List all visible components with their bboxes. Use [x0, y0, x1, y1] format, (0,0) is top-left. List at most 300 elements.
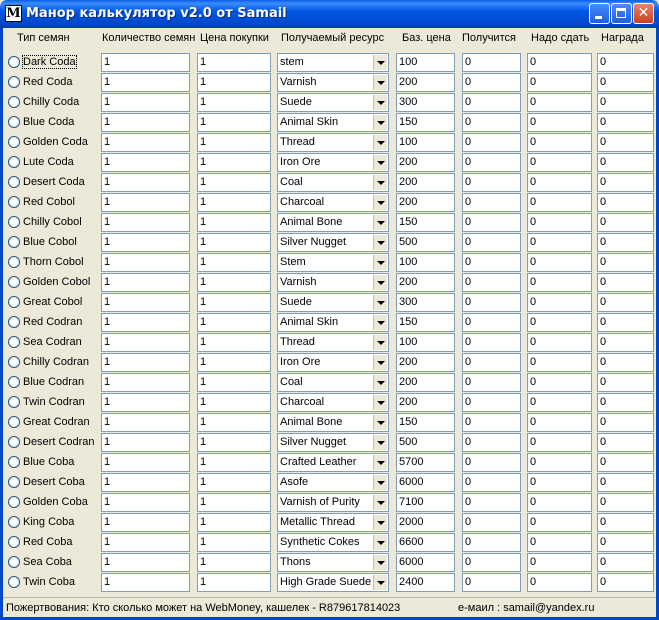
obtain-field-value: 0: [465, 76, 472, 88]
seed-qty-input[interactable]: [101, 513, 190, 532]
base-price-input[interactable]: [396, 333, 455, 352]
to-give-field: [527, 533, 592, 552]
base-price-input[interactable]: [396, 273, 455, 292]
obtain-field-value: 0: [465, 536, 472, 548]
resource-select-value: Thons: [280, 556, 311, 568]
resource-select[interactable]: [277, 353, 389, 372]
base-price-input-value: 100: [399, 336, 418, 348]
base-price-input[interactable]: [396, 113, 455, 132]
chevron-down-icon[interactable]: [373, 75, 387, 90]
seed-name[interactable]: Red Codran: [23, 316, 83, 328]
obtain-field: [462, 233, 521, 252]
to-give-field-value: 0: [530, 396, 537, 408]
resource-select[interactable]: [277, 133, 389, 152]
base-price-input[interactable]: [396, 53, 455, 72]
seed-name[interactable]: Blue Cobol: [23, 236, 77, 248]
buy-price-input[interactable]: [197, 173, 271, 192]
table-row: [0, 552, 659, 572]
to-give-field: [527, 93, 592, 112]
buy-price-input-value: 1: [200, 396, 207, 408]
to-give-field: [527, 73, 592, 92]
base-price-input[interactable]: [396, 393, 455, 412]
resource-select[interactable]: [277, 113, 389, 132]
resource-select[interactable]: [277, 233, 389, 252]
base-price-input[interactable]: [396, 153, 455, 172]
chevron-down-icon[interactable]: [373, 555, 387, 570]
reward-field: [597, 53, 654, 72]
seed-qty-input-value: 1: [104, 216, 111, 228]
chevron-down-icon[interactable]: [373, 55, 387, 70]
buy-price-input[interactable]: [197, 273, 271, 292]
chevron-down-icon[interactable]: [373, 295, 387, 310]
resource-select[interactable]: [277, 173, 389, 192]
resource-select-value: Asofe: [280, 476, 309, 488]
resource-select[interactable]: [277, 53, 389, 72]
base-price-input[interactable]: [396, 553, 455, 572]
resource-select[interactable]: [277, 333, 389, 352]
seed-radio[interactable]: [8, 96, 20, 108]
minimize-button[interactable]: [589, 3, 610, 24]
resource-select[interactable]: [277, 253, 389, 272]
seed-qty-input[interactable]: [101, 453, 190, 472]
maximize-button[interactable]: [611, 3, 632, 24]
reward-field: [597, 513, 654, 532]
table-row: [0, 112, 659, 132]
seed-radio[interactable]: [8, 516, 20, 528]
buy-price-input[interactable]: [197, 453, 271, 472]
base-price-input[interactable]: [396, 353, 455, 372]
table-row: [0, 432, 659, 452]
to-give-field-value: 0: [530, 296, 537, 308]
seed-qty-input[interactable]: [101, 473, 190, 492]
buy-price-input-value: 1: [200, 336, 207, 348]
resource-select-value: Varnish of Purity: [280, 496, 360, 508]
resource-select[interactable]: [277, 213, 389, 232]
chevron-down-icon[interactable]: [373, 175, 387, 190]
buy-price-input[interactable]: [197, 413, 271, 432]
buy-price-input[interactable]: [197, 153, 271, 172]
seed-qty-input[interactable]: [101, 573, 190, 592]
chevron-down-icon[interactable]: [373, 115, 387, 130]
buy-price-input[interactable]: [197, 393, 271, 412]
resource-select[interactable]: [277, 273, 389, 292]
status-bar: [3, 597, 656, 618]
resource-select[interactable]: [277, 453, 389, 472]
chevron-down-icon[interactable]: [373, 435, 387, 450]
seed-radio[interactable]: [8, 316, 20, 328]
resource-select[interactable]: [277, 153, 389, 172]
reward-field-value: 0: [600, 216, 607, 228]
seed-qty-input[interactable]: [101, 353, 190, 372]
to-give-field: [527, 133, 592, 152]
seed-radio[interactable]: [8, 536, 20, 548]
table-row: [0, 492, 659, 512]
seed-radio[interactable]: [8, 456, 20, 468]
seed-qty-input[interactable]: [101, 273, 190, 292]
app-icon[interactable]: M: [6, 6, 21, 21]
seed-name[interactable]: Chilly Codran: [23, 356, 90, 368]
chevron-down-icon[interactable]: [373, 195, 387, 210]
resource-select[interactable]: [277, 393, 389, 412]
chevron-down-icon[interactable]: [373, 135, 387, 150]
resource-select[interactable]: [277, 513, 389, 532]
base-price-input-value: 150: [399, 416, 418, 428]
resource-select-value: stem: [280, 56, 304, 68]
seed-name[interactable]: Dark Coda: [23, 56, 76, 68]
reward-field-value: 0: [600, 336, 607, 348]
base-price-input[interactable]: [396, 293, 455, 312]
buy-price-input[interactable]: [197, 473, 271, 492]
buy-price-input[interactable]: [197, 73, 271, 92]
buy-price-input[interactable]: [197, 353, 271, 372]
resource-select[interactable]: [277, 433, 389, 452]
obtain-field-value: 0: [465, 456, 472, 468]
buy-price-input[interactable]: [197, 293, 271, 312]
close-icon: ✕: [637, 5, 650, 21]
header-seed-qty: Количество семян: [102, 32, 196, 44]
to-give-field-value: 0: [530, 356, 537, 368]
seed-name[interactable]: Sea Codran: [23, 336, 82, 348]
obtain-field-value: 0: [465, 276, 472, 288]
table-row: [0, 292, 659, 312]
seed-name[interactable]: Golden Coda: [23, 136, 88, 148]
to-give-field-value: 0: [530, 416, 537, 428]
chevron-down-icon[interactable]: [373, 255, 387, 270]
obtain-field: [462, 113, 521, 132]
base-price-input-value: 100: [399, 136, 418, 148]
buy-price-input[interactable]: [197, 433, 271, 452]
reward-field-value: 0: [600, 556, 607, 568]
reward-field: [597, 233, 654, 252]
seed-name[interactable]: Desert Codran: [23, 436, 95, 448]
obtain-field: [462, 473, 521, 492]
resource-select-value: Thread: [280, 136, 315, 148]
buy-price-input[interactable]: [197, 553, 271, 572]
base-price-input-value: 200: [399, 176, 418, 188]
to-give-field: [527, 473, 592, 492]
reward-field: [597, 253, 654, 272]
buy-price-input-value: 1: [200, 416, 207, 428]
base-price-input-value: 300: [399, 296, 418, 308]
seed-qty-input[interactable]: [101, 193, 190, 212]
base-price-input[interactable]: [396, 533, 455, 552]
base-price-input[interactable]: [396, 73, 455, 92]
seed-qty-input[interactable]: [101, 213, 190, 232]
base-price-input[interactable]: [396, 93, 455, 112]
to-give-field-value: 0: [530, 196, 537, 208]
buy-price-input[interactable]: [197, 113, 271, 132]
base-price-input-value: 150: [399, 216, 418, 228]
base-price-input[interactable]: [396, 493, 455, 512]
seed-qty-input[interactable]: [101, 173, 190, 192]
seed-name[interactable]: Chilly Cobol: [23, 216, 82, 228]
seed-radio[interactable]: [8, 296, 20, 308]
seed-qty-input[interactable]: [101, 333, 190, 352]
base-price-input[interactable]: [396, 233, 455, 252]
to-give-field: [527, 453, 592, 472]
table-row: [0, 512, 659, 532]
resource-select[interactable]: [277, 313, 389, 332]
base-price-input[interactable]: [396, 433, 455, 452]
base-price-input[interactable]: [396, 193, 455, 212]
base-price-input[interactable]: [396, 473, 455, 492]
seed-radio[interactable]: [8, 376, 20, 388]
buy-price-input[interactable]: [197, 513, 271, 532]
obtain-field: [462, 293, 521, 312]
obtain-field-value: 0: [465, 156, 472, 168]
chevron-down-icon[interactable]: [373, 475, 387, 490]
to-give-field-value: 0: [530, 376, 537, 388]
seed-name[interactable]: Sea Coba: [23, 556, 72, 568]
seed-radio[interactable]: [8, 436, 20, 448]
seed-qty-input[interactable]: [101, 253, 190, 272]
seed-name[interactable]: Thorn Cobol: [23, 256, 84, 268]
obtain-field-value: 0: [465, 96, 472, 108]
resource-select[interactable]: [277, 373, 389, 392]
seed-radio[interactable]: [8, 216, 20, 228]
chevron-down-icon[interactable]: [373, 515, 387, 530]
chevron-down-icon[interactable]: [373, 215, 387, 230]
seed-name[interactable]: Red Coba: [23, 536, 73, 548]
buy-price-input-value: 1: [200, 476, 207, 488]
title-bar[interactable]: [0, 0, 659, 28]
base-price-input-value: 100: [399, 256, 418, 268]
seed-radio[interactable]: [8, 356, 20, 368]
resource-select[interactable]: [277, 413, 389, 432]
buy-price-input-value: 1: [200, 376, 207, 388]
seed-qty-input[interactable]: [101, 233, 190, 252]
seed-radio[interactable]: [8, 576, 20, 588]
buy-price-input-value: 1: [200, 436, 207, 448]
seed-radio[interactable]: [8, 416, 20, 428]
resource-select[interactable]: [277, 473, 389, 492]
buy-price-input[interactable]: [197, 213, 271, 232]
seed-name[interactable]: King Coba: [23, 516, 75, 528]
chevron-down-icon[interactable]: [373, 235, 387, 250]
buy-price-input[interactable]: [197, 193, 271, 212]
reward-field: [597, 373, 654, 392]
resource-select[interactable]: [277, 533, 389, 552]
chevron-down-icon[interactable]: [373, 415, 387, 430]
buy-price-input[interactable]: [197, 533, 271, 552]
obtain-field: [462, 353, 521, 372]
reward-field-value: 0: [600, 296, 607, 308]
chevron-down-icon[interactable]: [373, 315, 387, 330]
seed-radio[interactable]: [8, 556, 20, 568]
seed-name[interactable]: Golden Coba: [23, 496, 88, 508]
seed-qty-input-value: 1: [104, 356, 111, 368]
buy-price-input-value: 1: [200, 316, 207, 328]
buy-price-input[interactable]: [197, 573, 271, 592]
seed-name[interactable]: Red Coda: [23, 76, 73, 88]
seed-qty-input[interactable]: [101, 413, 190, 432]
reward-field-value: 0: [600, 56, 607, 68]
chevron-down-icon[interactable]: [373, 395, 387, 410]
resource-select-value: Charcoal: [280, 196, 325, 208]
base-price-input[interactable]: [396, 253, 455, 272]
chevron-down-icon[interactable]: [373, 275, 387, 290]
buy-price-input[interactable]: [197, 313, 271, 332]
table-row: [0, 452, 659, 472]
resource-select[interactable]: [277, 193, 389, 212]
seed-qty-input[interactable]: [101, 93, 190, 112]
to-give-field: [527, 193, 592, 212]
seed-qty-input[interactable]: [101, 133, 190, 152]
seed-radio[interactable]: [8, 256, 20, 268]
seed-name[interactable]: Twin Coba: [23, 576, 75, 588]
seed-name[interactable]: Great Cobol: [23, 296, 83, 308]
seed-radio[interactable]: [8, 276, 20, 288]
resource-select[interactable]: [277, 493, 389, 512]
base-price-input[interactable]: [396, 213, 455, 232]
obtain-field: [462, 273, 521, 292]
seed-name[interactable]: Great Codran: [23, 416, 90, 428]
buy-price-input[interactable]: [197, 253, 271, 272]
reward-field: [597, 273, 654, 292]
seed-qty-input[interactable]: [101, 393, 190, 412]
reward-field-value: 0: [600, 476, 607, 488]
base-price-input-value: 200: [399, 356, 418, 368]
buy-price-input[interactable]: [197, 233, 271, 252]
seed-name[interactable]: Golden Cobol: [23, 276, 91, 288]
reward-field-value: 0: [600, 456, 607, 468]
buy-price-input-value: 1: [200, 76, 207, 88]
seed-radio[interactable]: [8, 116, 20, 128]
chevron-down-icon[interactable]: [373, 335, 387, 350]
seed-radio[interactable]: [8, 496, 20, 508]
resource-select[interactable]: [277, 553, 389, 572]
to-give-field-value: 0: [530, 476, 537, 488]
seed-radio[interactable]: [8, 56, 20, 68]
obtain-field-value: 0: [465, 196, 472, 208]
to-give-field-value: 0: [530, 516, 537, 528]
base-price-input[interactable]: [396, 133, 455, 152]
resource-select[interactable]: [277, 93, 389, 112]
obtain-field-value: 0: [465, 336, 472, 348]
base-price-input[interactable]: [396, 173, 455, 192]
reward-field-value: 0: [600, 256, 607, 268]
chevron-down-icon[interactable]: [373, 375, 387, 390]
reward-field: [597, 553, 654, 572]
chevron-down-icon[interactable]: [373, 355, 387, 370]
seed-qty-input[interactable]: [101, 553, 190, 572]
buy-price-input[interactable]: [197, 493, 271, 512]
buy-price-input[interactable]: [197, 133, 271, 152]
seed-radio[interactable]: [8, 76, 20, 88]
seed-qty-input[interactable]: [101, 293, 190, 312]
seed-name[interactable]: Chilly Coda: [23, 96, 80, 108]
resource-select-value: Iron Ore: [280, 156, 321, 168]
to-give-field-value: 0: [530, 56, 537, 68]
seed-qty-input[interactable]: [101, 433, 190, 452]
to-give-field: [527, 253, 592, 272]
seed-qty-input[interactable]: [101, 153, 190, 172]
seed-qty-input-value: 1: [104, 156, 111, 168]
base-price-input[interactable]: [396, 453, 455, 472]
buy-price-input-value: 1: [200, 196, 207, 208]
buy-price-input-value: 1: [200, 96, 207, 108]
table-row: [0, 412, 659, 432]
buy-price-input[interactable]: [197, 373, 271, 392]
buy-price-input[interactable]: [197, 333, 271, 352]
reward-field: [597, 413, 654, 432]
seed-qty-input[interactable]: [101, 533, 190, 552]
base-price-input[interactable]: [396, 373, 455, 392]
seed-radio[interactable]: [8, 236, 20, 248]
chevron-down-icon[interactable]: [373, 455, 387, 470]
obtain-field-value: 0: [465, 556, 472, 568]
resource-select[interactable]: [277, 293, 389, 312]
seed-name[interactable]: Lute Coda: [23, 156, 74, 168]
seed-name[interactable]: Red Cobol: [23, 196, 75, 208]
base-price-input[interactable]: [396, 313, 455, 332]
seed-name[interactable]: Desert Coda: [23, 176, 85, 188]
resource-select-value: Varnish: [280, 276, 317, 288]
to-give-field-value: 0: [530, 76, 537, 88]
close-button[interactable]: [633, 3, 654, 24]
chevron-down-icon[interactable]: [373, 495, 387, 510]
seed-name[interactable]: Blue Codran: [23, 376, 85, 388]
buy-price-input-value: 1: [200, 116, 207, 128]
seed-radio[interactable]: [8, 196, 20, 208]
reward-field: [597, 573, 654, 592]
seed-radio[interactable]: [8, 156, 20, 168]
seed-radio[interactable]: [8, 476, 20, 488]
table-row: [0, 352, 659, 372]
seed-qty-input[interactable]: [101, 53, 190, 72]
reward-field-value: 0: [600, 516, 607, 528]
reward-field: [597, 453, 654, 472]
seed-name[interactable]: Twin Codran: [23, 396, 85, 408]
seed-name[interactable]: Blue Coda: [23, 116, 75, 128]
seed-qty-input[interactable]: [101, 113, 190, 132]
donation-text: Пожертвования: Кто сколько может на WebMoney, кашелек - R879617814023: [6, 602, 401, 614]
table-row: [0, 572, 659, 592]
seed-qty-input[interactable]: [101, 373, 190, 392]
seed-qty-input[interactable]: [101, 493, 190, 512]
seed-qty-input[interactable]: [101, 73, 190, 92]
seed-radio[interactable]: [8, 336, 20, 348]
seed-radio[interactable]: [8, 176, 20, 188]
chevron-down-icon[interactable]: [373, 155, 387, 170]
buy-price-input-value: 1: [200, 556, 207, 568]
base-price-input-value: 5700: [399, 456, 424, 468]
reward-field: [597, 433, 654, 452]
seed-name[interactable]: Blue Coba: [23, 456, 75, 468]
to-give-field-value: 0: [530, 536, 537, 548]
to-give-field: [527, 573, 592, 592]
seed-name[interactable]: Desert Coba: [23, 476, 85, 488]
buy-price-input[interactable]: [197, 93, 271, 112]
base-price-input[interactable]: [396, 513, 455, 532]
reward-field: [597, 533, 654, 552]
base-price-input[interactable]: [396, 573, 455, 592]
buy-price-input-value: 1: [200, 176, 207, 188]
seed-radio[interactable]: [8, 396, 20, 408]
seed-radio[interactable]: [8, 136, 20, 148]
to-give-field: [527, 153, 592, 172]
seed-qty-input[interactable]: [101, 313, 190, 332]
obtain-field-value: 0: [465, 396, 472, 408]
resource-select-value: Synthetic Cokes: [280, 536, 360, 548]
base-price-input[interactable]: [396, 413, 455, 432]
chevron-down-icon[interactable]: [373, 95, 387, 110]
buy-price-input[interactable]: [197, 53, 271, 72]
resource-select[interactable]: [277, 573, 389, 592]
chevron-down-icon[interactable]: [373, 535, 387, 550]
resource-select[interactable]: [277, 73, 389, 92]
chevron-down-icon[interactable]: [373, 575, 387, 590]
